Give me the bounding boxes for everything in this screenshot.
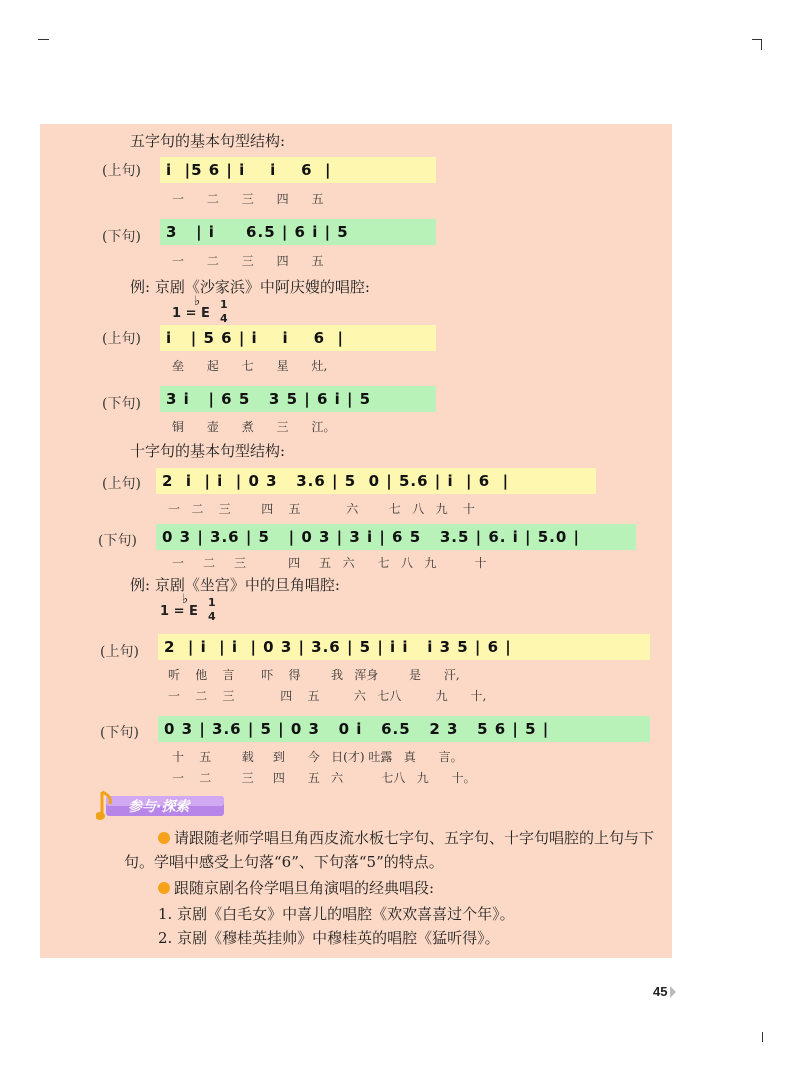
key-text: 1 = E bbox=[160, 604, 198, 619]
bullet-icon bbox=[158, 832, 170, 844]
lyric-line: 铜 壶 煮 三 江。 bbox=[172, 420, 336, 434]
activity-subitem: 1. 京剧《白毛女》中喜儿的唱腔《欢欢喜喜过个年》。 bbox=[158, 905, 515, 923]
five-char-heading: 五字句的基本句型结构: bbox=[130, 132, 286, 150]
key-text: 1 = E bbox=[172, 306, 210, 321]
upper-label: (上句) bbox=[102, 331, 141, 347]
notation-line: 2 i | i | 0 3 3.6 | 5 0 | 5.6 | i | 6 | bbox=[156, 468, 596, 494]
crop-mark bbox=[761, 39, 762, 50]
activity-text: 请跟随老师学唱旦角西皮流水板七字句、五字句、十字句唱腔的上句与下句。学唱中感受上句落“6”、下句落“5”的特点。 bbox=[124, 829, 655, 871]
notation-line: 0 3 | 3.6 | 5 | 0 3 0 i 6.5 2 3 5 6 | 5 | bbox=[158, 716, 650, 742]
lower-label: (下句) bbox=[102, 229, 141, 245]
activity-item bbox=[158, 876, 668, 900]
upper-label: (上句) bbox=[102, 163, 141, 179]
bullet-icon bbox=[158, 882, 170, 894]
meter-bottom: 4 bbox=[220, 312, 228, 325]
lyric-line: 垒 起 七 星 灶, bbox=[172, 359, 328, 373]
meter-top: 1 bbox=[220, 298, 228, 311]
activity-subitem: 2. 京剧《穆桂英挂帅》中穆桂英的唱腔《猛听得》。 bbox=[158, 929, 500, 947]
notation-line: i | 5 6 | i i 6 | bbox=[160, 325, 436, 351]
lyric-line: 一 二 三 四 五 bbox=[172, 192, 324, 206]
crop-mark bbox=[762, 1032, 763, 1042]
page-number: 45 bbox=[653, 984, 668, 999]
lower-label: (下句) bbox=[100, 725, 139, 741]
lower-label: (下句) bbox=[102, 396, 141, 412]
notation-line: 3 | i 6.5 | 6 i | 5 bbox=[160, 219, 436, 245]
example-heading: 例: 京剧《沙家浜》中阿庆嫂的唱腔: bbox=[130, 278, 370, 296]
lyric-line: 十 五 载 到 今 日(才) 吐露 真 言。 bbox=[172, 750, 463, 764]
example-heading: 例: 京剧《坐宫》中的旦角唱腔: bbox=[130, 576, 340, 594]
meter-bottom: 4 bbox=[208, 610, 216, 623]
lyric-line: 一 二 三 四 五 六 七 八 九 十 bbox=[168, 502, 475, 516]
lyric-line: 听 他 言 吓 得 我 浑身 是 汗, bbox=[168, 668, 460, 682]
upper-label: (上句) bbox=[100, 644, 139, 660]
lyric-line: 一 二 三 四 五 六 七 八 九 十 bbox=[172, 556, 487, 570]
lower-label: (下句) bbox=[98, 533, 137, 549]
banner-title: 参与·探索 bbox=[128, 799, 190, 815]
notation-line: 2 | i | i | 0 3 | 3.6 | 5 | i i i 3 5 | 6 | bbox=[158, 634, 650, 660]
notation-line: i |5 6 | i i 6 | bbox=[160, 157, 436, 183]
meter-top: 1 bbox=[208, 596, 216, 609]
ten-char-heading: 十字句的基本句型结构: bbox=[130, 442, 286, 460]
notation-line: 0 3 | 3.6 | 5 | 0 3 | 3 i | 6 5 3.5 | 6. i | 5.0 | bbox=[156, 524, 636, 550]
upper-label: (上句) bbox=[102, 476, 141, 492]
page-tab-icon bbox=[670, 986, 676, 998]
lyric-line: 一 二 三 四 五 六 七八 九 十。 bbox=[172, 771, 476, 785]
lyric-line: 一 二 三 四 五 六 七八 九 十, bbox=[168, 689, 487, 703]
lyric-line: 一 二 三 四 五 bbox=[172, 254, 324, 268]
crop-mark bbox=[38, 39, 49, 40]
flat-sign: ♭ bbox=[194, 294, 201, 309]
notation-line: 3 i | 6 5 3 5 | 6 i | 5 bbox=[160, 386, 436, 412]
key-signature bbox=[172, 294, 228, 325]
activity-item bbox=[124, 826, 664, 874]
flat-sign: ♭ bbox=[182, 592, 189, 607]
participate-explore-banner bbox=[96, 790, 226, 820]
key-signature bbox=[160, 592, 216, 623]
activity-text: 跟随京剧名伶学唱旦角演唱的经典唱段: bbox=[174, 879, 435, 897]
